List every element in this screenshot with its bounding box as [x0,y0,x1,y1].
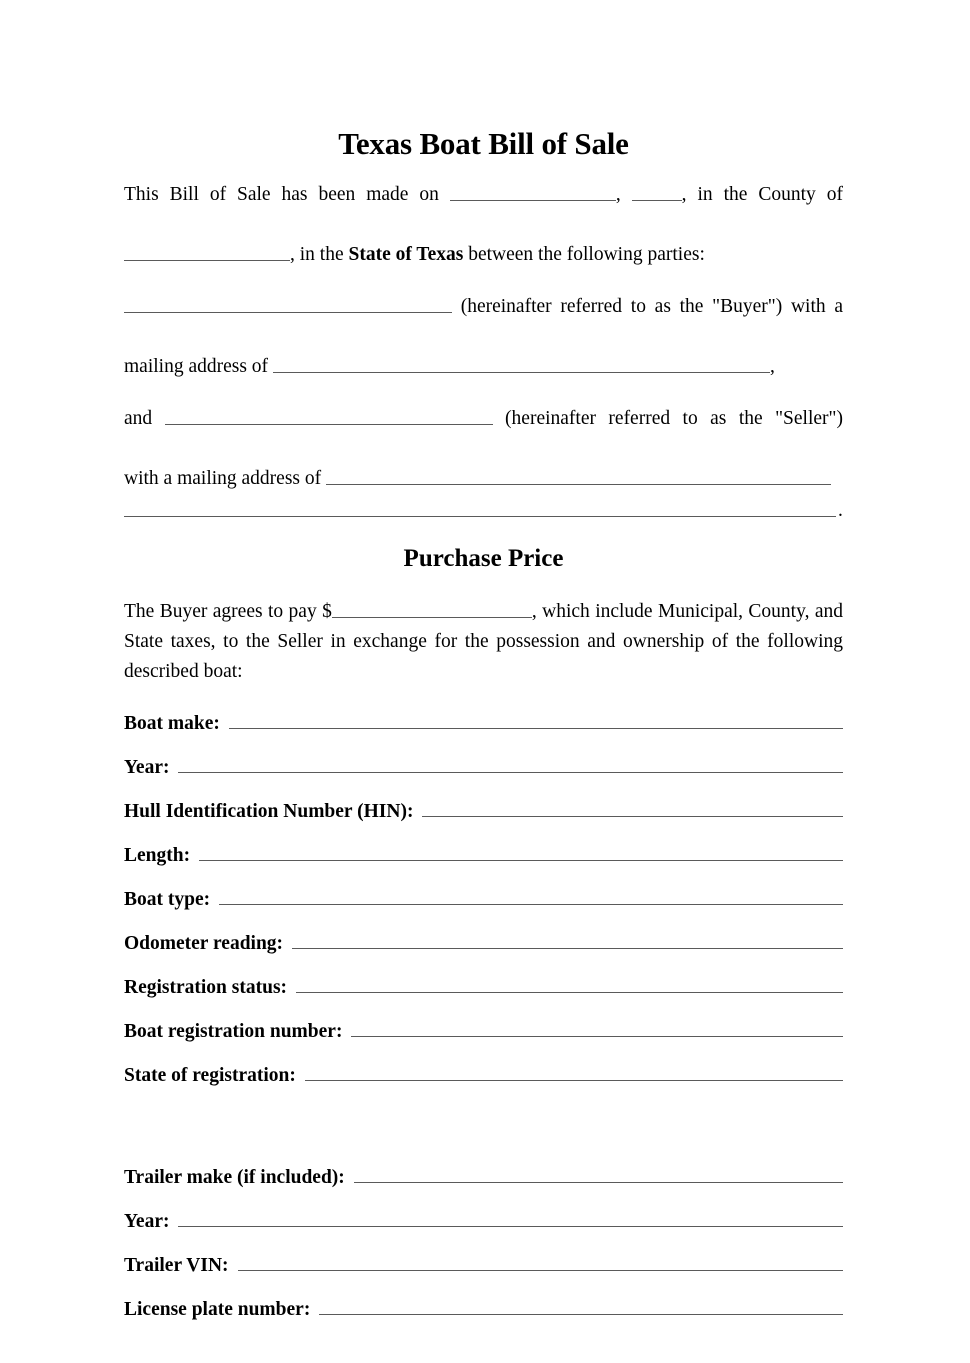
field-row-boat-year [124,753,843,797]
field-input-odometer[interactable] [292,933,843,949]
field-label-length: Length: [124,844,191,866]
date-blank[interactable] [450,183,616,201]
intro-line-1 [124,180,843,240]
seller-address-blank[interactable] [326,467,831,485]
price-text-1: The Buyer agrees to pay $ [124,600,332,622]
section-spacer [124,1105,843,1163]
boat-fields-group [124,687,843,1105]
field-row-hin [124,797,843,841]
field-label-trailer-year: Year: [124,1210,170,1232]
field-label-boat-make: Boat make: [124,712,220,734]
seller-address-blank-2[interactable] [124,516,836,517]
field-label-boat-registration-number: Boat registration number: [124,1020,343,1042]
field-input-license-plate-number[interactable] [319,1299,843,1315]
buyer-name-blank[interactable] [124,295,452,313]
field-input-registration-status[interactable] [296,977,843,993]
field-label-odometer: Odometer reading: [124,932,284,954]
seller-name-line [124,404,843,464]
state-of-texas-label: State of Texas [348,243,464,265]
field-row-trailer-vin [124,1251,843,1295]
seller-name-blank[interactable] [165,407,493,425]
seller-address-label: with a mailing address of [124,467,326,489]
field-row-trailer-year [124,1207,843,1251]
intro-line-2 [124,244,705,265]
field-row-boat-type [124,885,843,929]
seller-after-name-text: (hereinafter referred to as the "Seller") [492,407,843,429]
field-row-license-plate-number [124,1295,843,1339]
field-label-state-of-registration: State of registration: [124,1064,296,1086]
field-label-license-plate-number: License plate number: [124,1298,311,1320]
intro-text-2: , [615,183,632,205]
field-label-boat-type: Boat type: [124,888,211,910]
field-row-registration-status [124,973,843,1017]
intro-text-3: , in the County of [681,183,843,205]
field-input-boat-type[interactable] [219,889,843,905]
field-label-registration-status: Registration status: [124,976,288,998]
field-label-hin: Hull Identification Number (HIN): [124,800,414,822]
purchase-price-paragraph [124,574,843,687]
field-input-boat-year[interactable] [178,757,843,773]
price-text-2: , which include Municipal, County, and State taxes, to the Seller in exchange for the possession and ownership of the following described boat: [124,600,844,682]
intro-text-5: between the following parties: [463,243,705,265]
field-row-boat-make [124,709,843,753]
intro-paragraph [124,162,843,270]
field-input-hin[interactable] [422,801,843,817]
page-title: Texas Boat Bill of Sale [338,126,629,161]
field-row-trailer-make [124,1163,843,1207]
field-row-length [124,841,843,885]
seller-and-label: and [124,407,165,429]
year-blank[interactable] [632,183,682,201]
field-input-trailer-vin[interactable] [238,1255,843,1271]
field-row-state-of-registration [124,1061,843,1105]
field-input-length[interactable] [199,845,843,861]
field-label-boat-year: Year: [124,756,170,778]
trailer-fields-group [124,1163,843,1339]
seller-address-line [124,468,831,489]
buyer-address-label: mailing address of [124,355,273,377]
buyer-address-trailing: , [769,355,775,377]
field-input-boat-make[interactable] [229,713,843,729]
purchase-price-heading: Purchase Price [403,544,564,572]
purchase-amount-blank[interactable] [332,600,532,618]
seller-address-line-2 [124,494,843,524]
county-blank[interactable] [124,243,290,261]
buyer-name-line [124,292,843,352]
seller-paragraph [124,382,843,524]
field-input-boat-registration-number[interactable] [351,1021,843,1037]
buyer-paragraph [124,270,843,382]
field-row-odometer [124,929,843,973]
field-label-trailer-make: Trailer make (if included): [124,1166,345,1188]
seller-address-trailing: . [838,499,843,521]
intro-text-4: , in the [290,243,349,265]
field-input-state-of-registration[interactable] [305,1065,843,1081]
intro-text-1: This Bill of Sale has been made on [124,183,450,205]
document-content [124,0,843,1339]
buyer-address-line [124,356,775,377]
buyer-address-blank[interactable] [273,355,770,373]
field-label-trailer-vin: Trailer VIN: [124,1254,229,1276]
field-input-trailer-make[interactable] [354,1167,843,1183]
field-input-trailer-year[interactable] [178,1211,843,1227]
buyer-after-name-text: (hereinafter referred to as the "Buyer") with a [452,295,843,317]
field-row-boat-registration-number [124,1017,843,1061]
